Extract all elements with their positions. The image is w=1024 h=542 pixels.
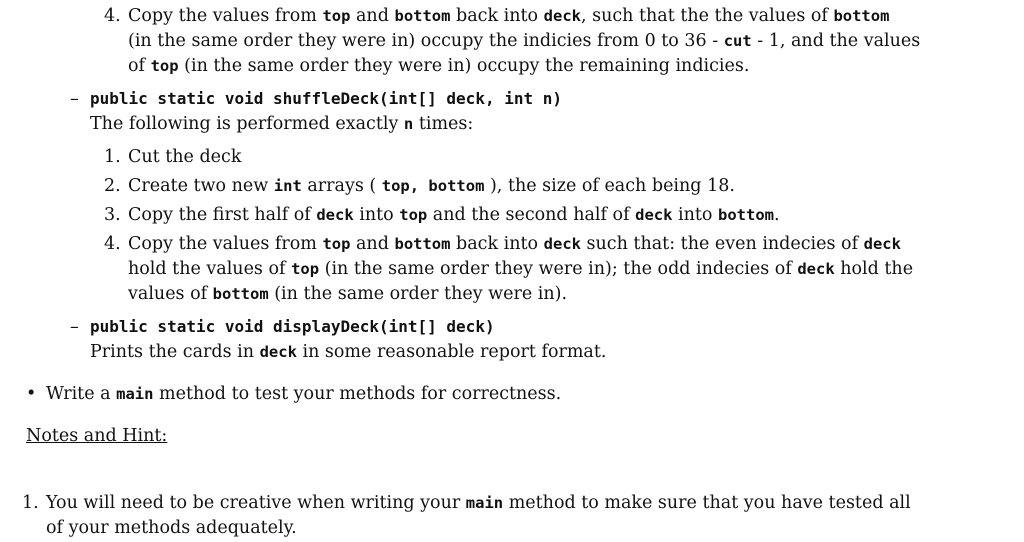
main-method-bullet: • Write a main method to test your methods for correctness.: [26, 384, 562, 404]
display-deck-description: Prints the cards in deck in some reasonable report format.: [90, 342, 607, 362]
shuffle-deck-description: The following is performed exactly n times:: [90, 114, 474, 134]
top-step-4-line-1: 4. Copy the values from top and bottom back into deck, such that the the values of bottom: [104, 6, 890, 26]
shuffle-step-4-line-2: hold the values of top (in the same order they were in); the odd indecies of deck hold the: [128, 259, 914, 279]
shuffle-step-4-line-3: values of bottom (in the same order they were in).: [128, 284, 568, 304]
note-1-line-1: 1. You will need to be creative when writing your main method to make sure that you have tested all: [22, 493, 911, 513]
top-step-4-line-3: of top (in the same order they were in) occupy the remaining indicies.: [128, 56, 750, 76]
note-1-line-2: of your methods adequately.: [46, 518, 297, 538]
shuffle-step-1: 1. Cut the deck: [104, 147, 242, 167]
display-deck-signature: – public static void displayDeck(int[] deck): [70, 317, 495, 337]
notes-heading: Notes and Hint:: [26, 426, 168, 446]
shuffle-step-3: 3. Copy the first half of deck into top and the second half of deck into bottom.: [104, 205, 780, 225]
shuffle-step-2: 2. Create two new int arrays ( top, bottom ), the size of each being 18.: [104, 176, 735, 196]
shuffle-deck-signature: – public static void shuffleDeck(int[] deck, int n): [70, 89, 563, 109]
shuffle-step-4-line-1: 4. Copy the values from top and bottom back into deck such that: the even indecies of deck: [104, 234, 901, 254]
top-step-4-line-2: (in the same order they were in) occupy the indicies from 0 to 36 - cut - 1, and the values: [128, 31, 921, 51]
